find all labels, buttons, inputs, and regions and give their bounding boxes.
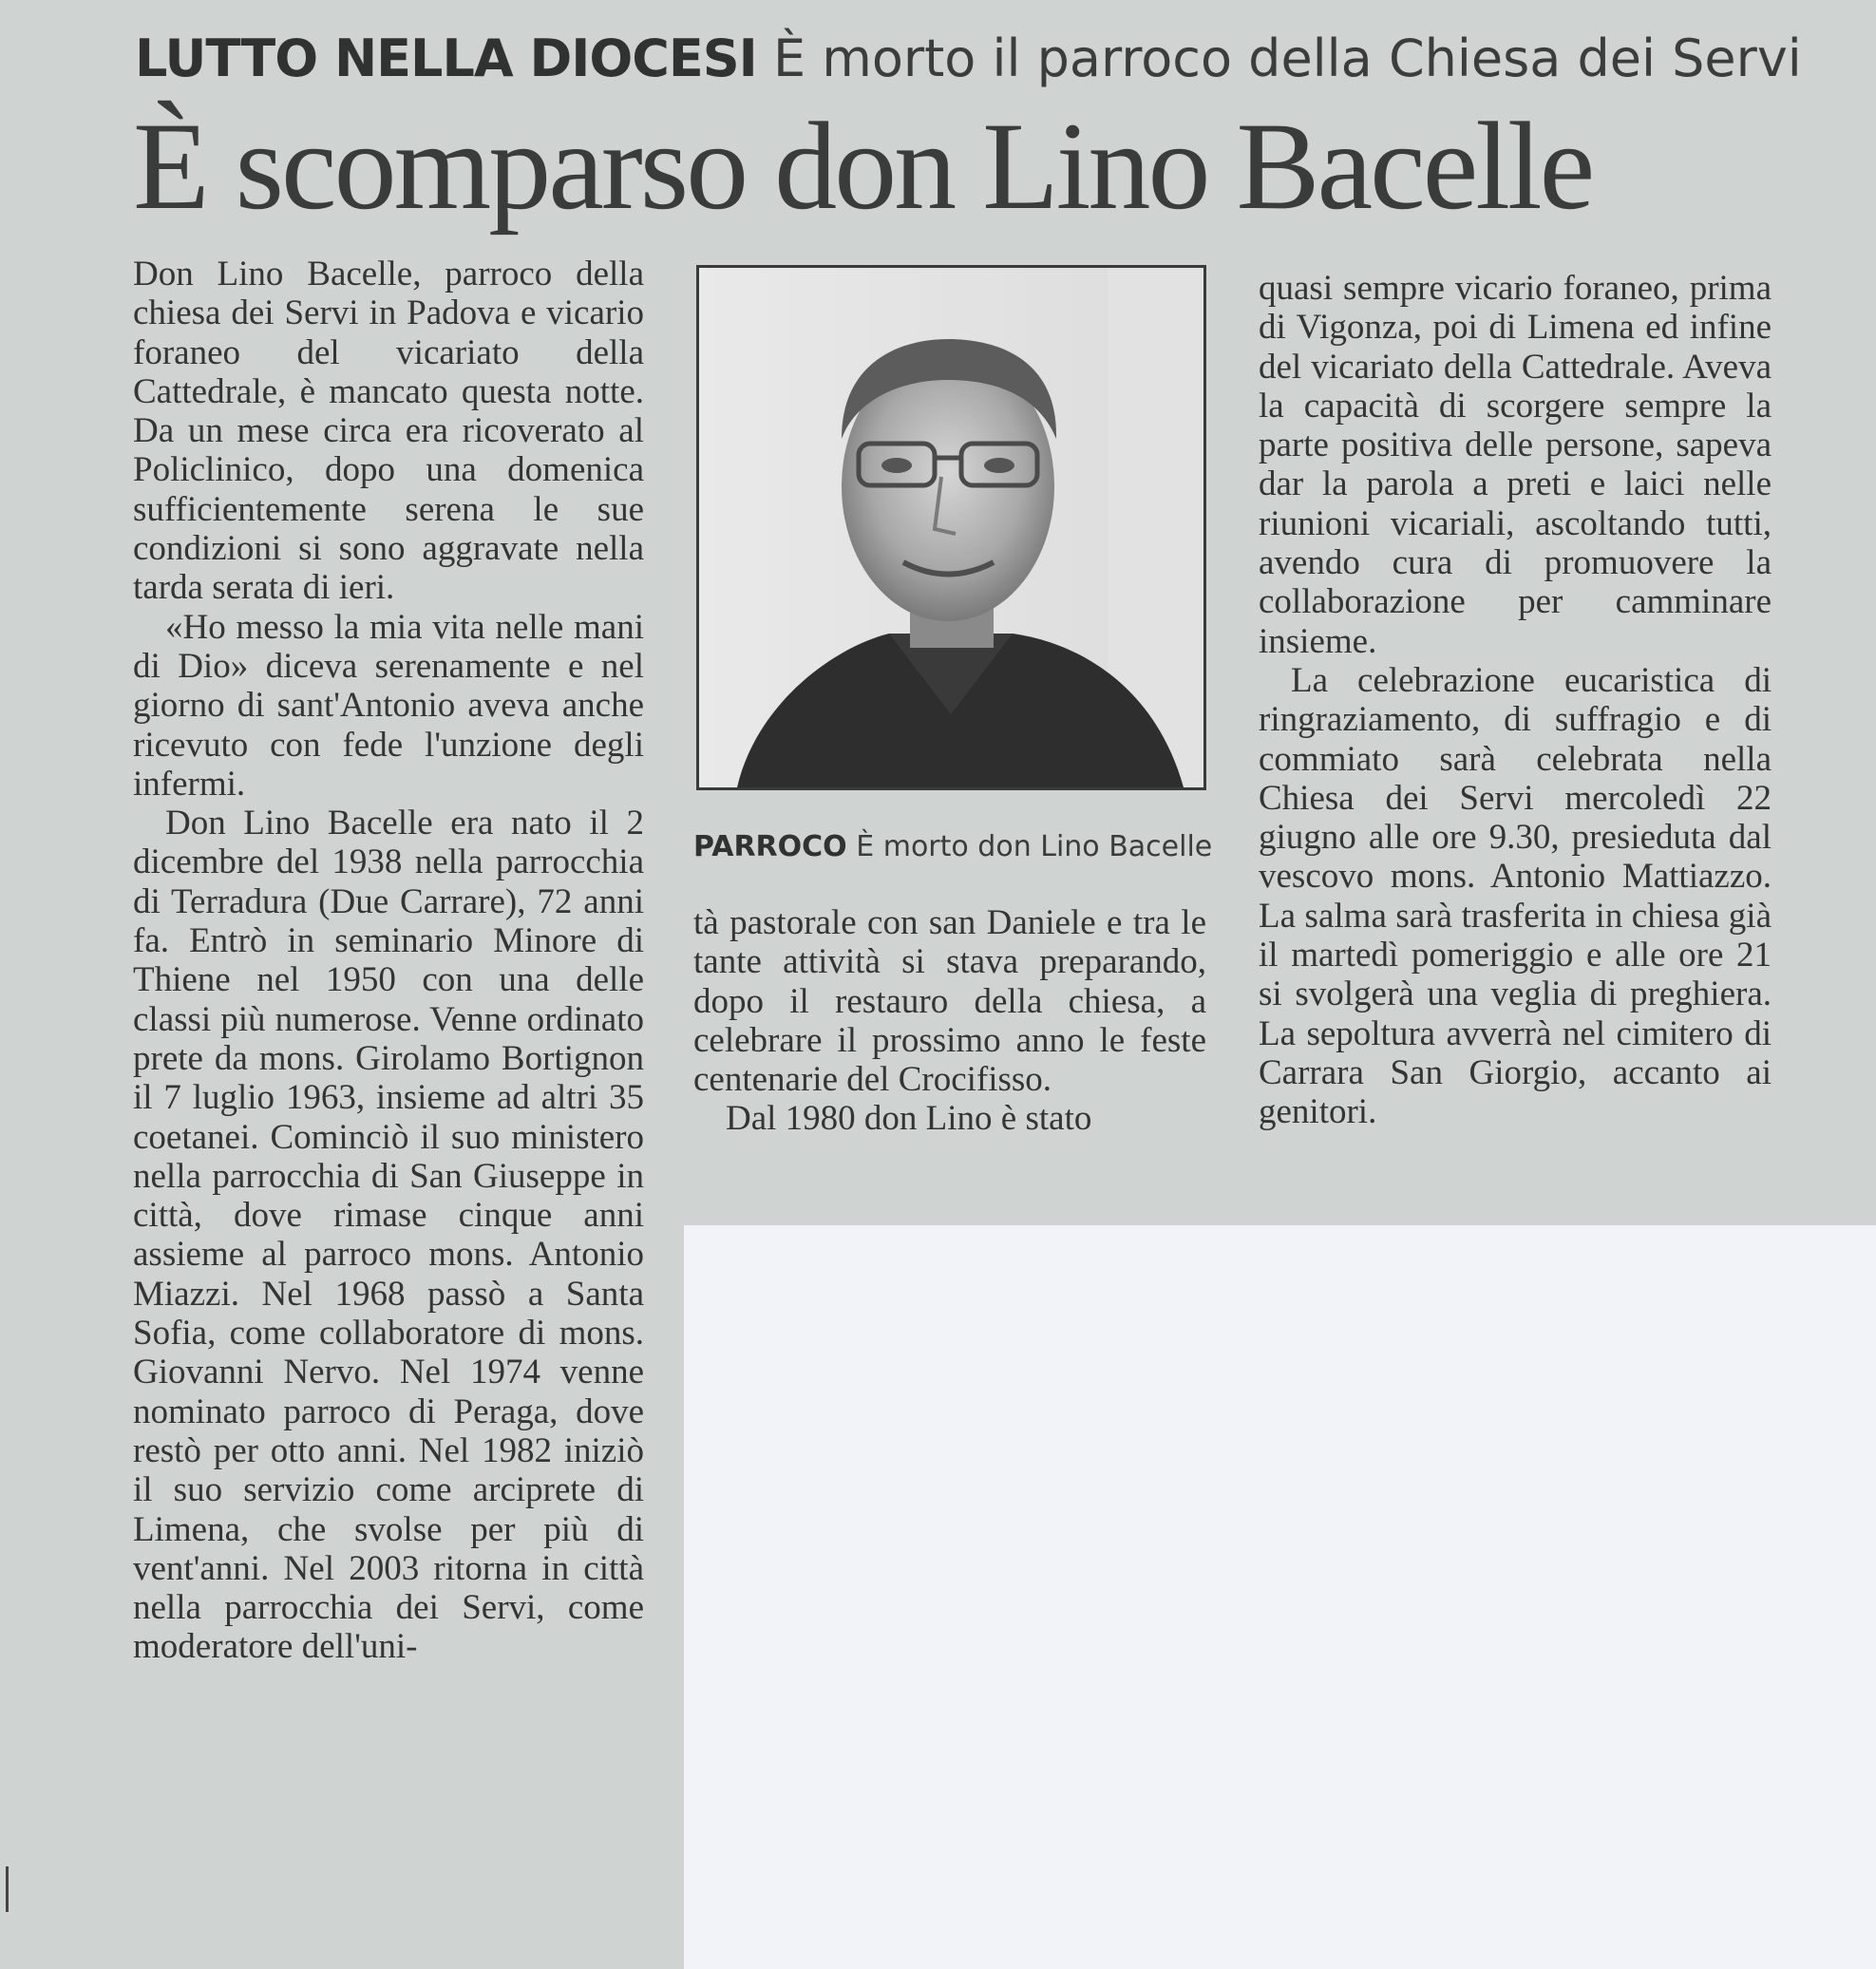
scan-edge-mark — [6, 1866, 9, 1912]
column-2 — [693, 903, 1206, 1139]
caption-label: PARROCO — [693, 830, 847, 863]
paragraph: Don Lino Bacelle, parroco della chiesa dei Servi in Padova e vicario foraneo del vicariato della Cattedrale, è mancato questa notte. Da un mese circa era ricoverato al Policlinico, dopo una domenica sufficientemente serena le sue condizioni si sono aggravate nella tarda serata di ieri. — [133, 255, 644, 608]
headline: È scomparso don Lino Bacelle — [133, 96, 1593, 236]
portrait-icon — [699, 268, 1203, 787]
paragraph: Don Lino Bacelle era nato il 2 dicembre del 1938 nella parrocchia di Terradura (Due Carrare), 72 anni fa. Entrò in seminario Minore di Thiene nel 1950 con una delle classi più numerose. Venne ordinato prete da mons. Girolamo Bortignon il 7 luglio 1963, insieme ad altri 35 coetanei. Cominciò il suo ministero nella parrocchia di San Giuseppe in città, dove rimase cinque anni assieme al parroco mons. Antonio Miazzi. Nel 1968 passò a Santa Sofia, come collaboratore di mons. Giovanni Nervo. Nel 1974 venne nominato parroco di Peraga, dove restò per otto anni. Nel 1982 iniziò il suo servizio come arciprete di Limena, che svolse per più di vent'anni. Nel 2003 ritorna in città nella parrocchia dei Servi, come moderatore dell'uni- — [133, 804, 644, 1667]
blank-paper-area — [684, 1225, 1876, 1969]
priest-portrait-photo — [696, 265, 1206, 790]
photo-caption — [693, 828, 1225, 866]
column-3 — [1259, 269, 1772, 1132]
paragraph: Dal 1980 don Lino è stato — [726, 1099, 1092, 1139]
paragraph: «Ho messo la mia vita nelle mani di Dio» diceva serenamente e nel giorno di sant'Antonio aveva anche ricevuto con fede l'unzione degli infermi. — [133, 607, 644, 804]
caption-text: È morto don Lino Bacelle — [856, 830, 1213, 863]
column-1 — [133, 255, 644, 1667]
paragraph: tà pastorale con san Daniele e tra le tante attività si stava preparando, dopo il restauro della chiesa, a celebrare il prossimo anno le feste centenarie del Crocifisso. — [693, 903, 1206, 1100]
paragraph: quasi sempre vicario foraneo, prima di Vigonza, poi di Limena ed infine del vicariato della Cattedrale. Aveva la capacità di scorgere sempre la parte positiva delle persone, sapeva dar la parola a preti e laici nelle riunioni vicariali, ascoltando tutti, avendo cura di promuovere la collaborazione per camminare insieme. — [1259, 269, 1772, 661]
paragraph: La celebrazione eucaristica di ringraziamento, di suffragio e di commiato sarà celebrata nella Chiesa dei Servi mercoledì 22 giugno alle ore 9.30, presieduta dal vescovo mons. Antonio Mattiazzo. La salma sarà trasferita in chiesa già il martedì pomeriggio e alle ore 21 si svolgerà una veglia di preghiera. La sepoltura avverrà nel cimitero di Carrara San Giorgio, accanto ai genitori. — [1259, 660, 1772, 1132]
kicker-text: È morto il parroco della Chiesa dei Servi — [772, 28, 1802, 88]
kicker-label: LUTTO NELLA DIOCESI — [135, 28, 757, 88]
kicker — [135, 27, 1802, 91]
